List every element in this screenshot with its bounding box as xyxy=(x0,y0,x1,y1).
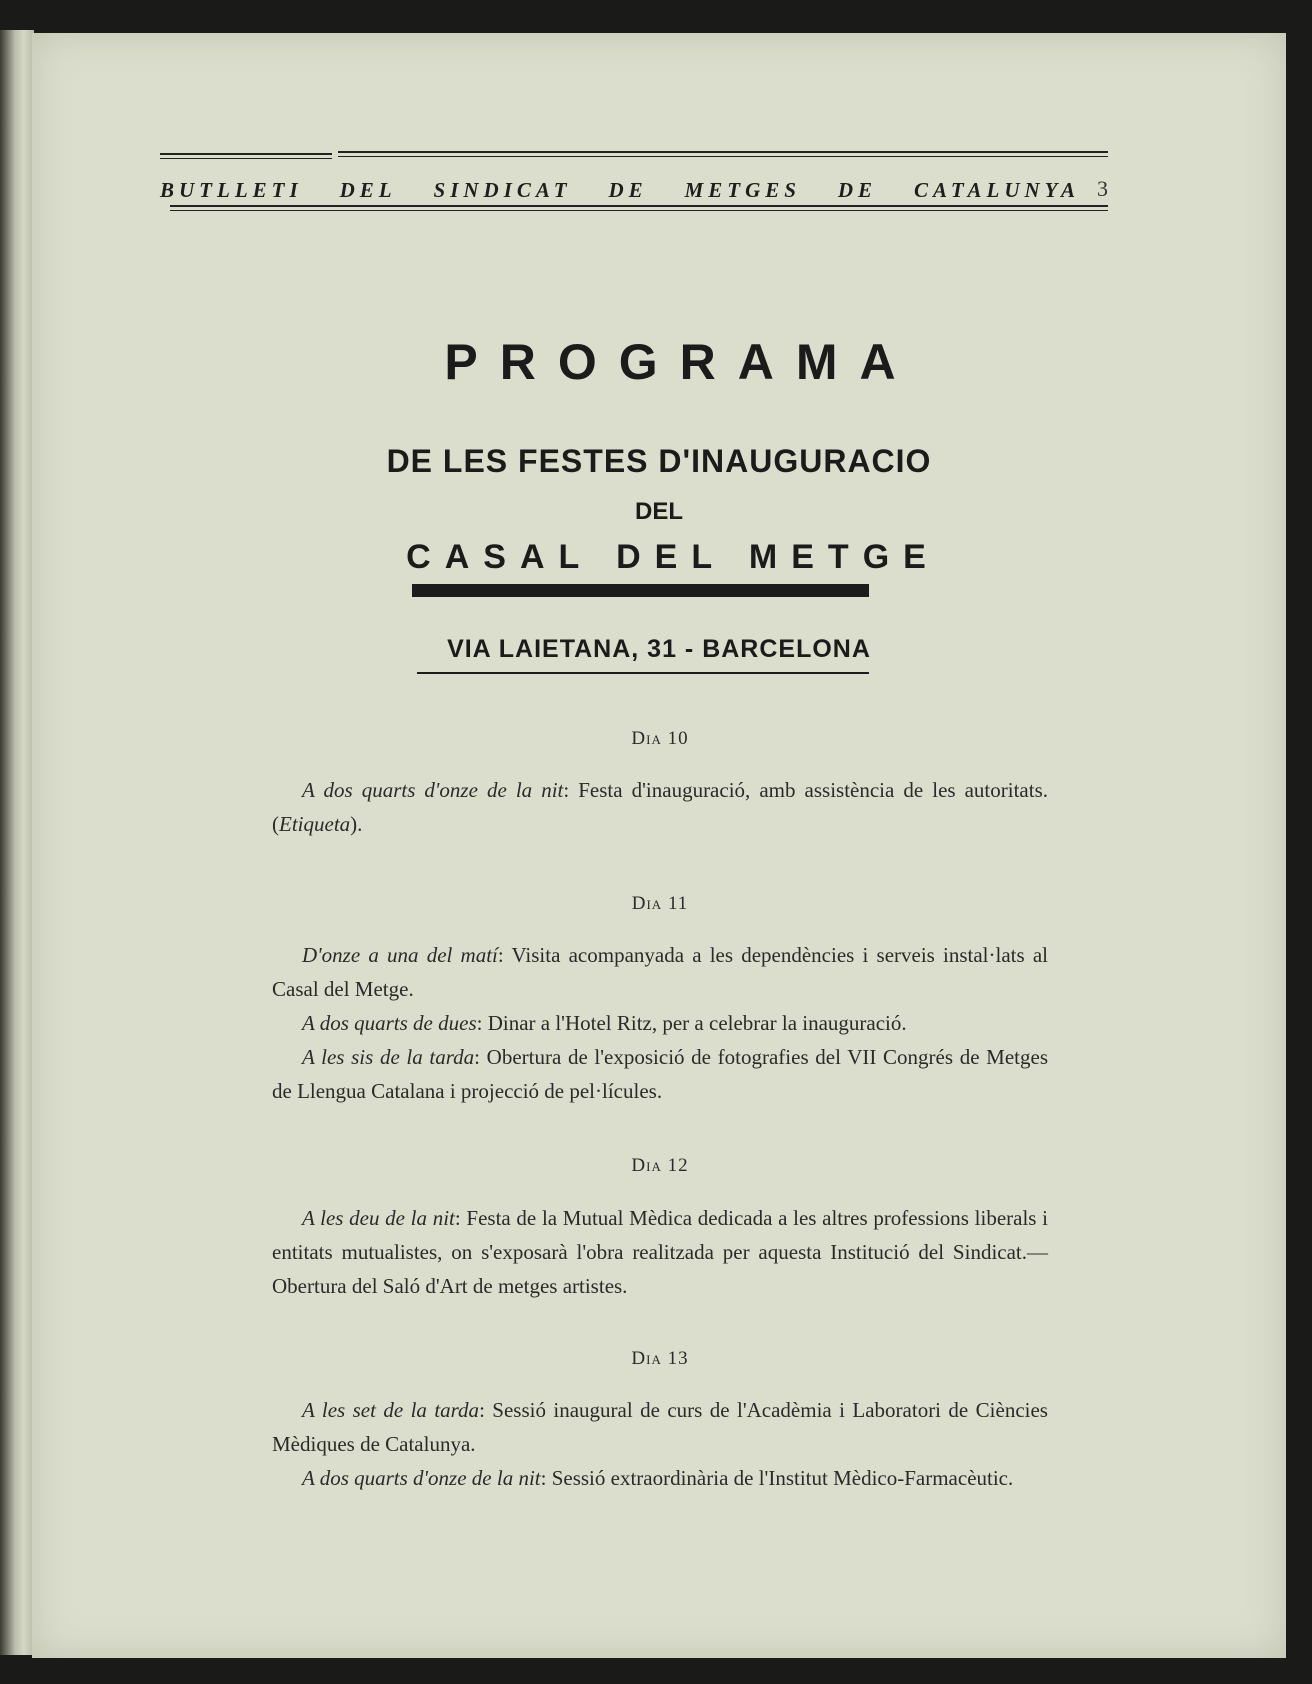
entry-text: : Sessió inaugural de curs de l'Acadèmia i Laboratori de Ciències Mèdiques de Catalunya. xyxy=(272,1398,1048,1456)
book-spine xyxy=(0,30,34,1655)
header-word: DEL xyxy=(339,178,397,202)
page-number: 3 xyxy=(1097,176,1108,201)
header-word: CATALUNYA xyxy=(913,178,1080,202)
entry-text: : Sessió extraordinària de l'Institut Mèdico-Farmacèutic. xyxy=(540,1466,1014,1490)
day-section xyxy=(272,773,1048,841)
address-underline xyxy=(417,672,869,674)
entry-text: : Festa de la Mutual Mèdica dedicada a les altres professions liberals i entitats mutualistes, on s'exposarà l'obra realitzada per aquesta Institució del Sindicat.—Obertura del Saló d'Art de metges artistes. xyxy=(272,1206,1049,1298)
program-entry xyxy=(272,1393,1048,1461)
program-entry xyxy=(272,938,1048,1006)
entry-time: A les sis de la tarda xyxy=(302,1045,475,1069)
day-heading: Dia 10 xyxy=(631,728,689,749)
day-heading: Dia 13 xyxy=(631,1348,689,1369)
document-page xyxy=(32,33,1286,1658)
program-entry xyxy=(272,1201,1048,1303)
day-heading: Dia 12 xyxy=(631,1155,689,1176)
header-word: DE xyxy=(608,178,648,202)
entry-text: : Dinar a l'Hotel Ritz, per a celebrar la inauguració. xyxy=(476,1011,907,1035)
day-section xyxy=(272,1393,1048,1495)
entry-time: A dos quarts de dues xyxy=(302,1011,477,1035)
running-header xyxy=(160,123,1108,203)
day-section xyxy=(272,938,1048,1108)
casal-del-metge-heading: CASAL DEL METGE xyxy=(406,538,940,576)
program-entry xyxy=(272,773,1048,841)
entry-time: D'onze a una del matí xyxy=(302,943,498,967)
program-entry xyxy=(272,1006,1048,1040)
entry-time: A dos quarts d'onze de la nit xyxy=(302,1466,541,1490)
entry-text-tail: ). xyxy=(350,812,363,836)
subtitle-del: DEL xyxy=(635,498,683,525)
header-word: DE xyxy=(837,178,878,202)
entry-text: : Visita acompanyada a les dependències i serveis instal·lats al Casal del Metge. xyxy=(272,943,1049,1001)
subtitle-festes: DE LES FESTES D'INAUGURACIO xyxy=(386,443,932,479)
program-entry xyxy=(272,1040,1048,1108)
program-entry xyxy=(272,1461,1048,1495)
programa-title: PROGRAMA xyxy=(444,334,918,390)
entry-time: A les deu de la nit xyxy=(302,1206,455,1230)
header-word: BUTLLETI xyxy=(160,178,303,202)
entry-time: A les set de la tarda xyxy=(302,1398,480,1422)
entry-time: A dos quarts d'onze de la nit xyxy=(302,778,564,802)
day-section xyxy=(272,1201,1048,1303)
heading-underline-bar xyxy=(412,584,869,597)
header-word: SINDICAT xyxy=(433,178,572,202)
journal-title xyxy=(160,178,1080,203)
address-line: VIA LAIETANA, 31 - BARCELONA xyxy=(447,635,871,663)
entry-dress-code: Etiqueta xyxy=(279,812,351,836)
day-heading: Dia 11 xyxy=(631,893,689,914)
entry-text: : Festa d'inauguració, amb assistència de les autoritats. ( xyxy=(272,778,1049,836)
header-word: METGES xyxy=(684,178,801,202)
entry-text: : Obertura de l'exposició de fotografies del VII Congrés de Metges de Llengua Catalana i projecció de pel·lícules. xyxy=(272,1045,1049,1103)
